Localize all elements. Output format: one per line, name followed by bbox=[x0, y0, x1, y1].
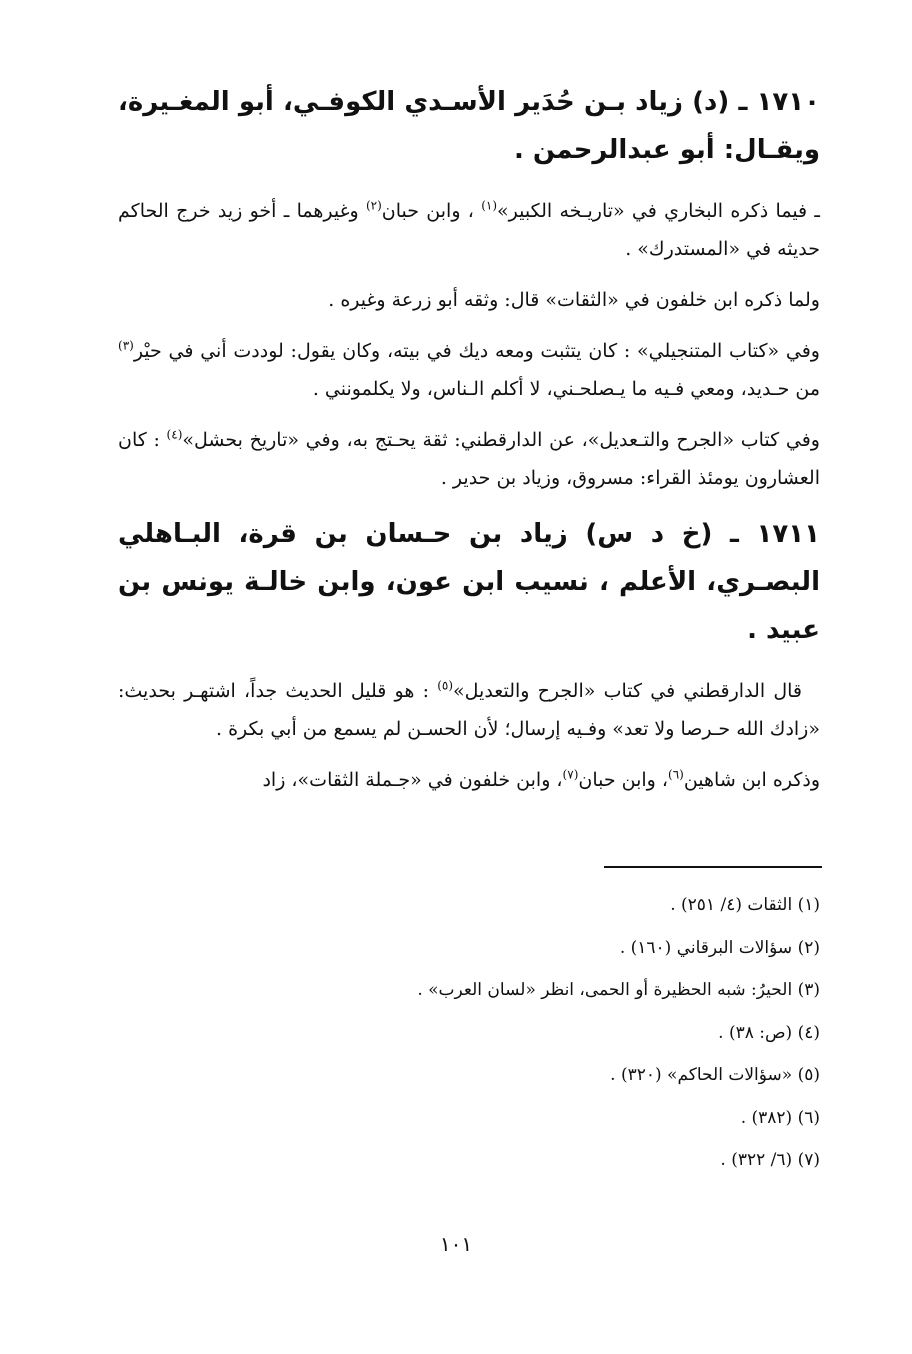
text-span: ، وابن خلفون في «جـملة الثقات»، زاد bbox=[262, 769, 563, 791]
page-body bbox=[118, 78, 820, 812]
footnote: (٣) الحيرُ: شبه الحظيرة أو الحمى، انظر «لسان العرب» . bbox=[417, 980, 820, 1000]
footnote: (١) الثقات (٤/ ٢٥١) . bbox=[670, 895, 820, 915]
footnote: (٧) (٦/ ٣٢٢) . bbox=[720, 1150, 820, 1170]
text-span: ـ فيما ذكره البخاري في «تاريـخه الكبير» bbox=[497, 200, 820, 222]
footnote-ref[interactable]: (٥) bbox=[437, 678, 454, 693]
footnote-ref[interactable]: (٣) bbox=[118, 338, 134, 353]
text-span: وغيرهما ـ أخو زيد خرج الحاكم حديثه في «المستدرك» . bbox=[118, 200, 820, 260]
paragraph bbox=[118, 761, 820, 799]
paragraph bbox=[118, 332, 820, 408]
paragraph bbox=[118, 281, 820, 319]
text-span: : كان العشارون يومئذ القراء: مسروق، وزياد بن حدير . bbox=[118, 429, 820, 489]
footnote-ref[interactable]: (١) bbox=[481, 198, 498, 213]
footnote: (٤) (ص: ٣٨) . bbox=[718, 1022, 820, 1043]
text-span: وفي «كتاب المتنجيلي» : كان يتثبت ومعه ديك في بيته، وكان يقول: لوددت أني في حيْر bbox=[133, 340, 820, 362]
paragraph bbox=[118, 672, 820, 748]
paragraph bbox=[118, 192, 820, 268]
footnote-ref[interactable]: (٧) bbox=[562, 767, 579, 782]
text-span: من حـديد، ومعي فـيه ما يـصلحـني، لا أكلم الـناس، ولا يكلمونني . bbox=[312, 378, 820, 400]
footnotes bbox=[120, 884, 820, 1182]
footnote-divider bbox=[604, 866, 822, 868]
text-span: ، وابن حبان bbox=[578, 769, 669, 791]
footnote-ref[interactable]: (٢) bbox=[365, 198, 382, 213]
text-span: قال الدارقطني في كتاب «الجرح والتعديل» bbox=[453, 680, 802, 702]
text-span: وفي كتاب «الجرح والتـعديل»، عن الدارقطني: ثقة يحـتج به، وفي «تاريخ بحشل» bbox=[182, 429, 820, 451]
entry-heading-1711: ١٧١١ ـ (خ د س) زياد بن حـسان بن قرة، البـاهلي البصـري، الأعلم ، نسيب ابن عون، وابن خالـة يونس بن عبيد . bbox=[118, 519, 820, 645]
footnote-ref[interactable]: (٦) bbox=[668, 767, 684, 782]
text-span: وذكره ابن شاهين bbox=[683, 769, 820, 791]
footnote: (٥) «سؤالات الحاكم» (٣٢٠) . bbox=[610, 1065, 820, 1085]
page-number: ١٠١ bbox=[439, 1232, 473, 1256]
paragraph bbox=[118, 421, 820, 497]
text-span: ، وابن حبان bbox=[381, 200, 482, 222]
footnote: (٢) سؤالات البرقاني (١٦٠) . bbox=[619, 937, 820, 958]
entry-heading-1710: ١٧١٠ ـ (د) زياد بـن حُدَير الأسـدي الكوفـي، أبو المغـيرة، ويقـال: أبو عبدالرحمن . bbox=[118, 87, 820, 165]
footnote: (٦) (٣٨٢) . bbox=[740, 1107, 820, 1128]
text-span: ولما ذكره ابن خلفون في «الثقات» قال: وثقه أبو زرعة وغيره . bbox=[328, 289, 820, 311]
text-span: : هو قليل الحديث جداً، اشتهـر بحديث: «زادك الله حـرصا ولا تعد» وفـيه إرسال؛ لأن الحسـن لم يسمع من أبي بكرة . bbox=[118, 680, 820, 740]
footnote-ref[interactable]: (٤) bbox=[166, 427, 183, 442]
